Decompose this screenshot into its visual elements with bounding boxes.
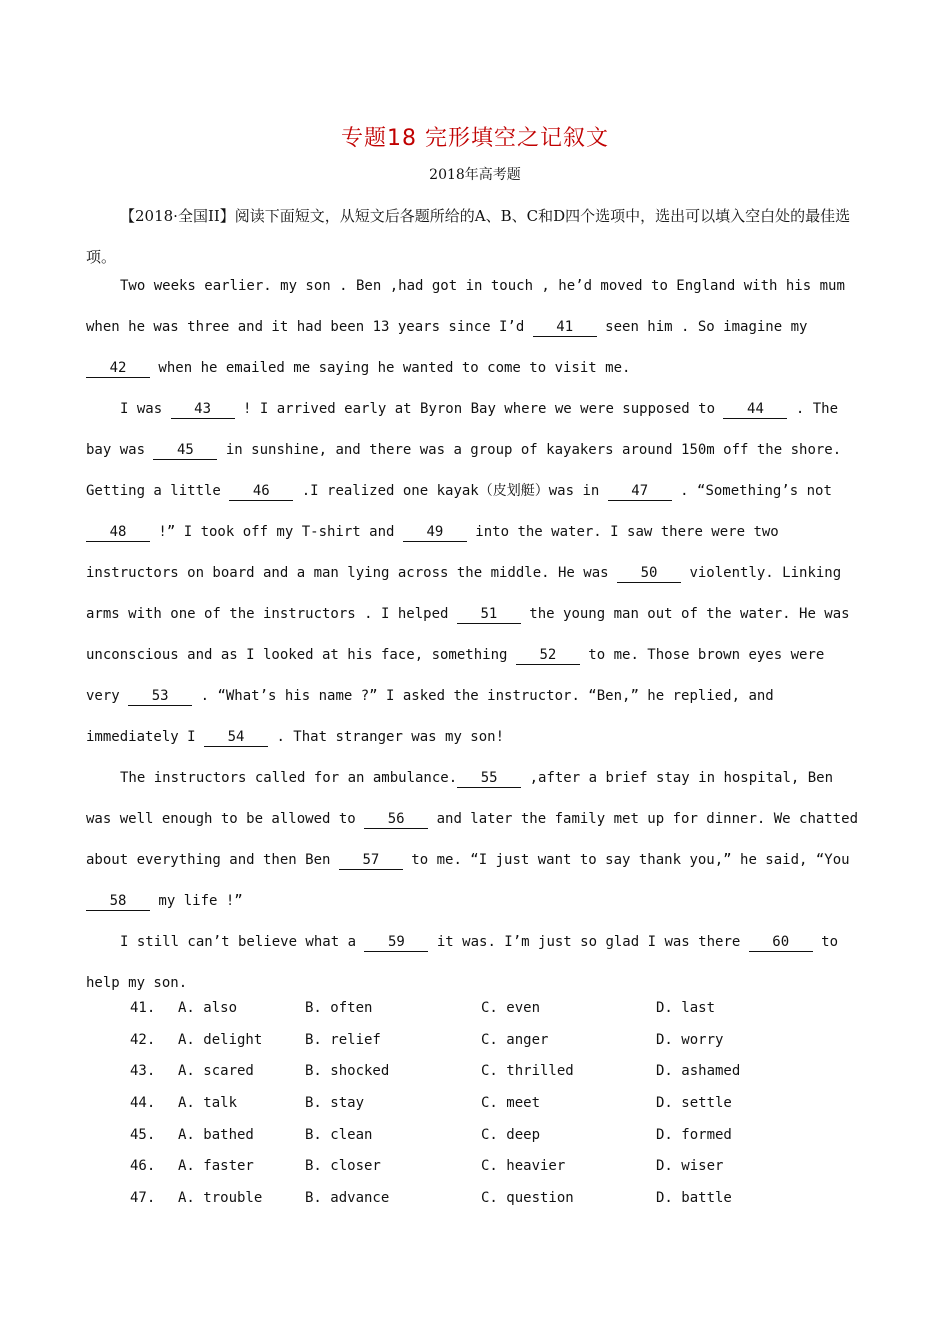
blank-58: 58 — [86, 892, 150, 911]
question-number: 44. — [130, 1095, 156, 1112]
option-c: C. heavier — [481, 1158, 566, 1175]
paragraph-3 — [86, 758, 866, 922]
passage-text: .I realized one kayak（皮划艇）was in — [293, 483, 608, 499]
passage-text: to me. Those brown eyes were very — [86, 647, 825, 704]
option-b: B. closer — [305, 1158, 381, 1175]
passage-text: to me. “I just want to say thank you,” he said, “You — [402, 852, 850, 868]
option-c: C. meet — [481, 1095, 541, 1112]
option-d: D. last — [656, 1000, 716, 1016]
option-c: C. even — [481, 1000, 541, 1016]
passage-text: Two weeks earlier. my son . Ben ,had got in touch , he’d moved to England with his mum when he was three and it had been 13 years since I’d — [86, 278, 845, 335]
blank-45: 45 — [153, 441, 217, 460]
passage-text: in sunshine, and there was a group of kayakers around 150m off the shore. Getting a little — [86, 442, 842, 499]
option-b: B. stay — [305, 1095, 365, 1112]
option-a: A. trouble — [178, 1190, 263, 1207]
question-46-options — [130, 1153, 850, 1185]
question-number: 46. — [130, 1158, 156, 1175]
blank-44: 44 — [723, 400, 787, 419]
paragraph-1 — [86, 266, 866, 389]
option-d: D. settle — [656, 1095, 732, 1112]
question-number: 45. — [130, 1126, 156, 1143]
passage-text: violently. Linking arms with one of the instructors . I helped — [86, 565, 842, 622]
option-c: C. question — [481, 1190, 574, 1207]
blank-57: 57 — [339, 851, 403, 870]
passage-text: seen him . So imagine my — [596, 319, 808, 335]
passage-text: the young man out of the water. He was unconscious and as I looked at his face, something — [86, 606, 850, 663]
page-title: 专题18 完形填空之记叙文 — [341, 126, 609, 151]
blank-46: 46 — [229, 482, 293, 501]
blank-43: 43 — [171, 400, 235, 419]
option-c: C. anger — [481, 1031, 549, 1048]
paragraph-2 — [86, 389, 866, 758]
option-a: A. also — [178, 1000, 238, 1016]
option-a: A. bathed — [178, 1126, 254, 1143]
paragraph-4 — [86, 922, 866, 1004]
blank-42: 42 — [86, 359, 150, 378]
option-d: D. worry — [656, 1031, 724, 1048]
passage-text: The instructors called for an ambulance. — [120, 770, 458, 786]
blank-52: 52 — [516, 646, 580, 665]
option-d: D. ashamed — [656, 1063, 741, 1080]
option-a: A. scared — [178, 1063, 254, 1080]
passage-text: when he emailed me saying he wanted to come to visit me. — [150, 360, 631, 376]
question-number: 43. — [130, 1063, 156, 1080]
question-42-options — [130, 1027, 850, 1059]
option-d: D. formed — [656, 1126, 732, 1143]
option-b: B. advance — [305, 1190, 390, 1207]
passage-text: my life !” — [150, 893, 243, 909]
question-41-options — [130, 995, 850, 1027]
passage-text: into the water. I saw there were two instructors on board and a man lying across the middle. He was — [86, 524, 779, 581]
question-44-options — [130, 1090, 850, 1122]
blank-51: 51 — [457, 605, 521, 624]
option-a: A. delight — [178, 1031, 263, 1048]
option-d: D. battle — [656, 1190, 732, 1207]
question-45-options — [130, 1122, 850, 1154]
instructions: 【2018·全国II】阅读下面短文，从短文后各题所给的A、B、C和D四个选项中，选出可以填入空白处的最佳选项。 — [86, 207, 851, 266]
passage-text: . “What’s his name ?” I asked the instructor. “Ben,” he replied, and immediately I — [86, 688, 774, 745]
blank-47: 47 — [608, 482, 672, 501]
blank-54: 54 — [204, 728, 268, 747]
passage-text: and later the family met up for dinner. We chatted about everything and then Ben — [86, 811, 859, 868]
passage-text: I still can’t believe what a — [120, 934, 365, 950]
blank-49: 49 — [403, 523, 467, 542]
blank-50: 50 — [617, 564, 681, 583]
blank-41: 41 — [533, 318, 597, 337]
option-a: A. talk — [178, 1095, 238, 1112]
option-b: B. often — [305, 1000, 373, 1016]
option-d: D. wiser — [656, 1158, 724, 1175]
passage-text: . The bay was — [86, 401, 839, 458]
question-number: 47. — [130, 1190, 156, 1207]
question-43-options — [130, 1058, 850, 1090]
blank-55: 55 — [457, 769, 521, 788]
passage-text: ,after a brief stay in hospital, Ben was well enough to be allowed to — [86, 770, 834, 827]
passage-text: I was — [120, 401, 171, 417]
blank-56: 56 — [364, 810, 428, 829]
page-subtitle: 2018年高考题 — [429, 167, 521, 183]
passage-text: . That stranger was my son! — [268, 729, 505, 745]
option-b: B. clean — [305, 1126, 373, 1143]
option-b: B. relief — [305, 1031, 381, 1048]
option-c: C. deep — [481, 1126, 541, 1143]
blank-48: 48 — [86, 523, 150, 542]
passage-text: it was. I’m just so glad I was there — [428, 934, 749, 950]
blank-60: 60 — [749, 933, 813, 952]
question-number: 41. — [130, 1000, 156, 1016]
blank-53: 53 — [128, 687, 192, 706]
option-a: A. faster — [178, 1158, 254, 1175]
blank-59: 59 — [364, 933, 428, 952]
passage-text: to help my son. — [86, 934, 839, 991]
cloze-passage — [86, 266, 866, 1004]
question-47-options — [130, 1185, 850, 1217]
question-number: 42. — [130, 1031, 156, 1048]
passage-text: . “Something’s not — [671, 483, 832, 499]
option-c: C. thrilled — [481, 1063, 574, 1080]
passage-text: !” I took off my T-shirt and — [150, 524, 403, 540]
option-b: B. shocked — [305, 1063, 390, 1080]
answer-options — [130, 995, 850, 1217]
passage-text: ! I arrived early at Byron Bay where we were supposed to — [234, 401, 724, 417]
